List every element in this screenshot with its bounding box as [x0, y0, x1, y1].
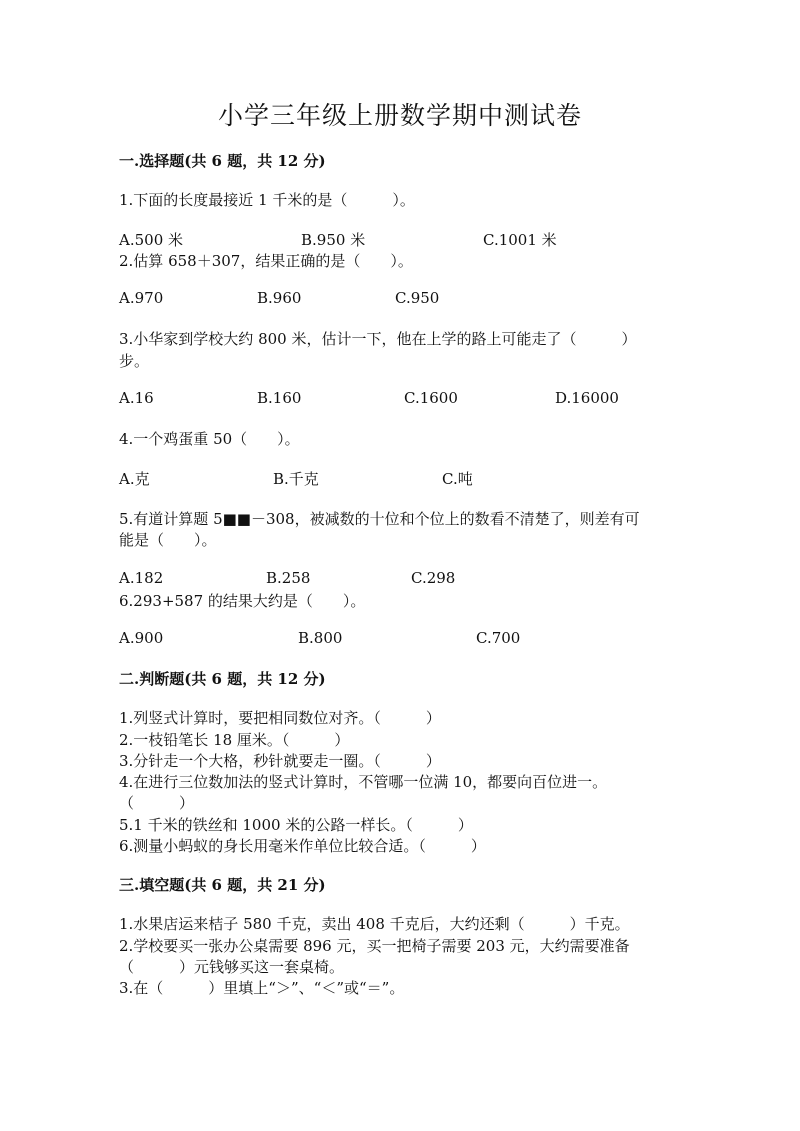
judge-item-4-line-2: （ ）: [119, 794, 195, 812]
judge-item-4-line-1: 4.在进行三位数加法的竖式计算时，不管哪一位满 10，都要向百位进一。: [119, 773, 608, 791]
question-3-option-a: A.16: [119, 389, 154, 407]
question-3-stem-line-2: 步。: [119, 352, 150, 370]
section-heading-fill: 三.填空题(共 6 题，共 21 分): [119, 876, 326, 894]
question-1-option-c: C.1001 米: [483, 231, 557, 249]
question-5-option-c: C.298: [411, 569, 456, 587]
question-6-option-c: C.700: [476, 629, 521, 647]
question-3-stem-line-1: 3.小华家到学校大约 800 米，估计一下，他在上学的路上可能走了（ ）: [119, 330, 637, 348]
fill-item-3: 3.在（ ）里填上“＞”、“＜”或“＝”。: [119, 979, 405, 997]
question-5-option-a: A.182: [119, 569, 164, 587]
judge-item-2: 2.一枝铅笔长 18 厘米。（ ）: [119, 731, 350, 749]
fill-item-2-line-1: 2.学校要买一张办公桌需要 896 元，买一把椅子需要 203 元，大约需要准备: [119, 937, 630, 955]
judge-item-3: 3.分针走一个大格，秒针就要走一圈。（ ）: [119, 752, 441, 770]
question-3-option-c: C.1600: [404, 389, 458, 407]
question-2-stem: 2.估算 658＋307，结果正确的是（ ）。: [119, 252, 413, 270]
question-1-stem: 1.下面的长度最接近 1 千米的是（ ）。: [119, 191, 415, 209]
section-heading-choice: 一.选择题(共 6 题，共 12 分): [119, 152, 326, 170]
question-2-option-a: A.970: [119, 289, 164, 307]
question-4-stem: 4.一个鸡蛋重 50（ ）。: [119, 430, 300, 448]
question-6-option-a: A.900: [119, 629, 164, 647]
question-3-option-b: B.160: [257, 389, 302, 407]
question-5-stem-line-2: 能是（ ）。: [119, 531, 217, 549]
question-5-option-b: B.258: [266, 569, 311, 587]
judge-item-6: 6.测量小蚂蚁的身长用毫米作单位比较合适。（ ）: [119, 837, 486, 855]
fill-item-2-line-2: （ ）元钱够买这一套桌椅。: [119, 958, 345, 976]
question-4-option-c: C.吨: [442, 470, 473, 488]
question-6-stem: 6.293+587 的结果大约是（ ）。: [119, 592, 366, 610]
question-4-option-b: B.千克: [273, 470, 319, 488]
section-heading-judge: 二.判断题(共 6 题，共 12 分): [119, 670, 326, 688]
page-title: 小学三年级上册数学期中测试卷: [217, 101, 582, 130]
question-6-option-b: B.800: [298, 629, 343, 647]
question-1-option-a: A.500 米: [119, 231, 183, 249]
judge-item-5: 5.1 千米的铁丝和 1000 米的公路一样长。（ ）: [119, 816, 473, 834]
question-5-stem-line-1: 5.有道计算题 5■■－308，被减数的十位和个位上的数看不清楚了，则差有可: [119, 510, 640, 528]
question-1-option-b: B.950 米: [301, 231, 366, 249]
question-2-option-c: C.950: [395, 289, 440, 307]
judge-item-1: 1.列竖式计算时，要把相同数位对齐。（ ）: [119, 709, 441, 727]
fill-item-1: 1.水果店运来桔子 580 千克，卖出 408 千克后，大约还剩（ ）千克。: [119, 915, 630, 933]
question-3-option-d: D.16000: [555, 389, 619, 407]
question-4-option-a: A.克: [119, 470, 150, 488]
question-2-option-b: B.960: [257, 289, 302, 307]
